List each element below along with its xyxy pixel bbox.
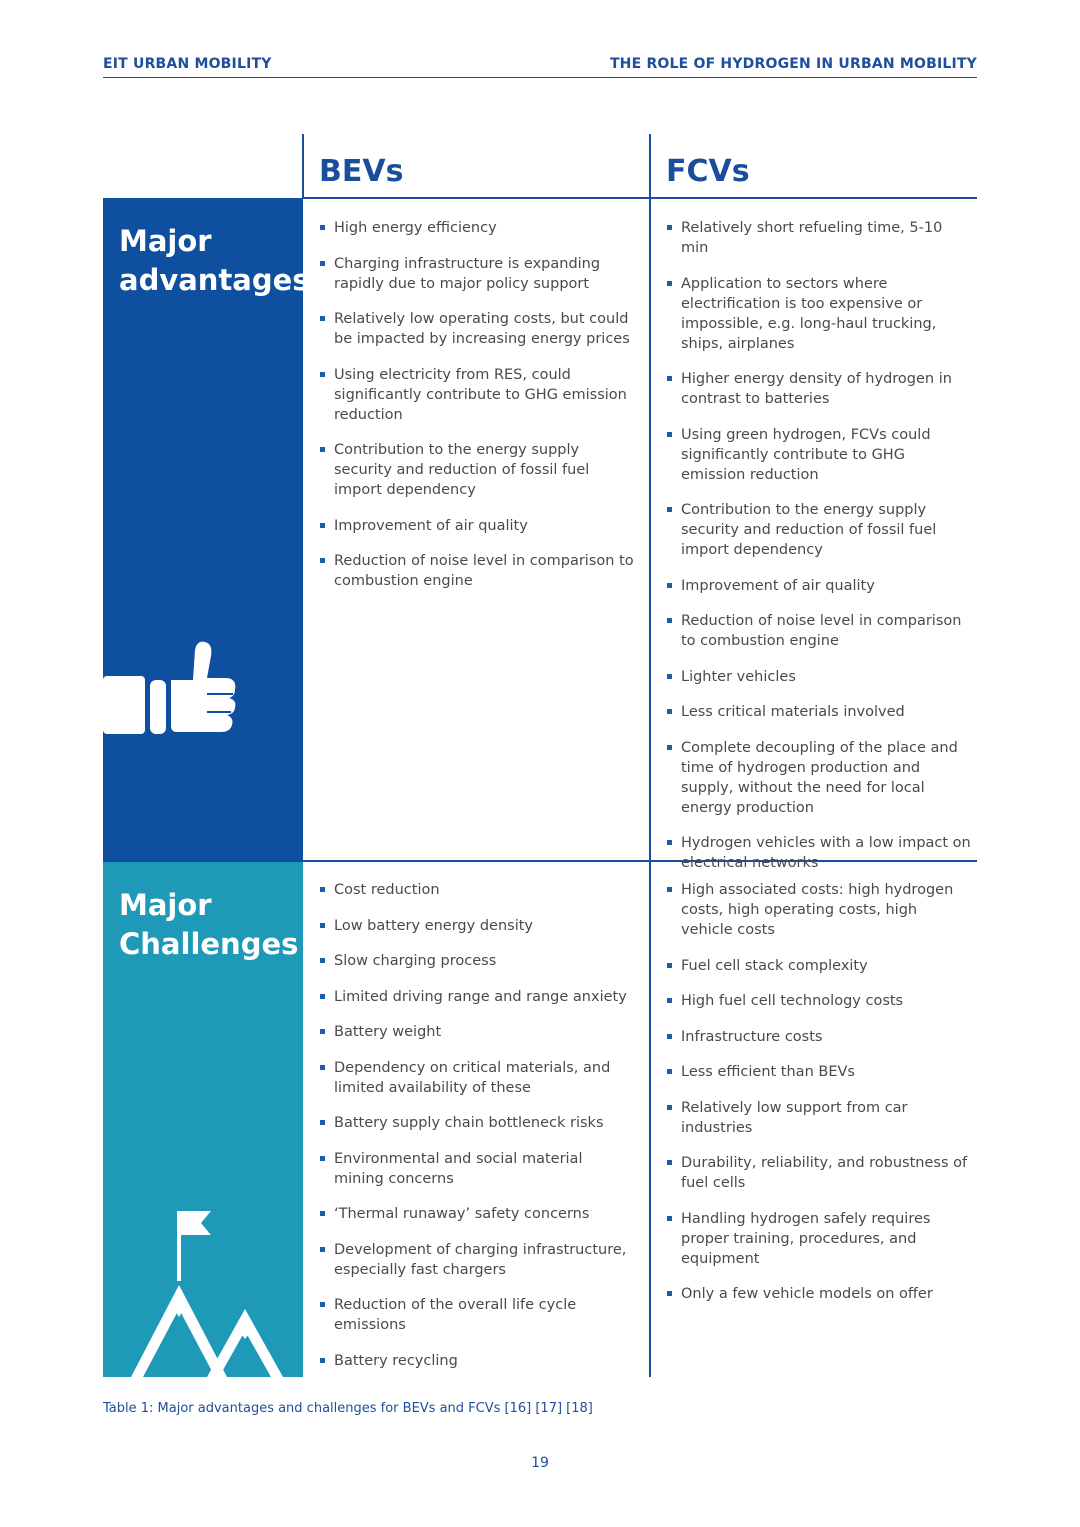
list-item: Durability, reliability, and robustness of fuel cells [667, 1153, 972, 1193]
thumbs-up-icon [103, 638, 243, 738]
list-item: Infrastructure costs [667, 1027, 972, 1047]
list-item: Relatively short refueling time, 5-10 min [667, 218, 972, 258]
list-item: Improvement of air quality [667, 576, 972, 596]
table-caption: Table 1: Major advantages and challenges for BEVs and FCVs [16] [17] [18] [103, 1401, 593, 1416]
list-item: Limited driving range and range anxiety [320, 987, 635, 1007]
column-heading-bevs: BEVs [319, 154, 404, 189]
list-item: Reduction of noise level in comparison to combustion engine [320, 551, 635, 591]
header-row-rule [302, 197, 977, 199]
list-item: Less efficient than BEVs [667, 1062, 972, 1082]
list-item: High energy efficiency [320, 218, 635, 238]
list-item: Cost reduction [320, 880, 635, 900]
list-item: Only a few vehicle models on offer [667, 1284, 972, 1304]
list-item: ‘Thermal runaway’ safety concerns [320, 1204, 635, 1224]
challenges-row-label [103, 862, 303, 1377]
list-item: Handling hydrogen safely requires proper training, procedures, and equipment [667, 1209, 972, 1269]
list-item: Environmental and social material mining concerns [320, 1149, 635, 1189]
list-item: Battery recycling [320, 1351, 635, 1371]
column-divider-top-left [302, 134, 304, 198]
list-item: Improvement of air quality [320, 516, 635, 536]
mountain-flag-icon [103, 1207, 303, 1377]
list-item: Battery supply chain bottleneck risks [320, 1113, 635, 1133]
column-heading-fcvs: FCVs [666, 154, 750, 189]
list-item: Complete decoupling of the place and time of hydrogen production and supply, without the need for local energy production [667, 738, 972, 818]
list-item: Hydrogen vehicles with a low impact on electrical networks [667, 833, 972, 873]
list-item: Reduction of noise level in comparison to combustion engine [667, 611, 972, 651]
list-item: Dependency on critical materials, and limited availability of these [320, 1058, 635, 1098]
list-item: Slow charging process [320, 951, 635, 971]
list-item: Higher energy density of hydrogen in contrast to batteries [667, 369, 972, 409]
list-item: Application to sectors where electrification is too expensive or impossible, e.g. long-haul trucking, ships, airplanes [667, 274, 972, 354]
list-item: Lighter vehicles [667, 667, 972, 687]
list-item: Contribution to the energy supply security and reduction of fossil fuel import dependency [667, 500, 972, 560]
list-item: Relatively low operating costs, but could be impacted by increasing energy prices [320, 309, 635, 349]
advantages-row-label [103, 198, 310, 862]
column-divider [649, 134, 651, 1377]
list-item: Less critical materials involved [667, 702, 972, 722]
list-item: Contribution to the energy supply security and reduction of fossil fuel import dependency [320, 440, 635, 500]
list-item: Reduction of the overall life cycle emissions [320, 1295, 635, 1335]
advantages-title: Major advantages [119, 224, 310, 297]
list-item: Battery weight [320, 1022, 635, 1042]
list-item: Using green hydrogen, FCVs could significantly contribute to GHG emission reduction [667, 425, 972, 485]
list-item: Using electricity from RES, could significantly contribute to GHG emission reduction [320, 365, 635, 425]
list-item: Relatively low support from car industries [667, 1098, 972, 1138]
list-item: Low battery energy density [320, 916, 635, 936]
challenges-fcvs-list [667, 880, 972, 1320]
advantages-fcvs-list [667, 218, 972, 889]
list-item: Charging infrastructure is expanding rapidly due to major policy support [320, 254, 635, 294]
header-left: EIT URBAN MOBILITY [103, 56, 272, 72]
header-rule [103, 77, 977, 78]
list-item: Development of charging infrastructure, especially fast chargers [320, 1240, 635, 1280]
header-right: THE ROLE OF HYDROGEN IN URBAN MOBILITY [609, 56, 977, 72]
advantages-bevs-list [320, 218, 635, 607]
list-item: High associated costs: high hydrogen costs, high operating costs, high vehicle costs [667, 880, 972, 940]
page-number: 19 [531, 1455, 549, 1471]
list-item: Fuel cell stack complexity [667, 956, 972, 976]
challenges-title: Major Challenges [119, 888, 299, 961]
challenges-bevs-list [320, 880, 635, 1386]
list-item: High fuel cell technology costs [667, 991, 972, 1011]
